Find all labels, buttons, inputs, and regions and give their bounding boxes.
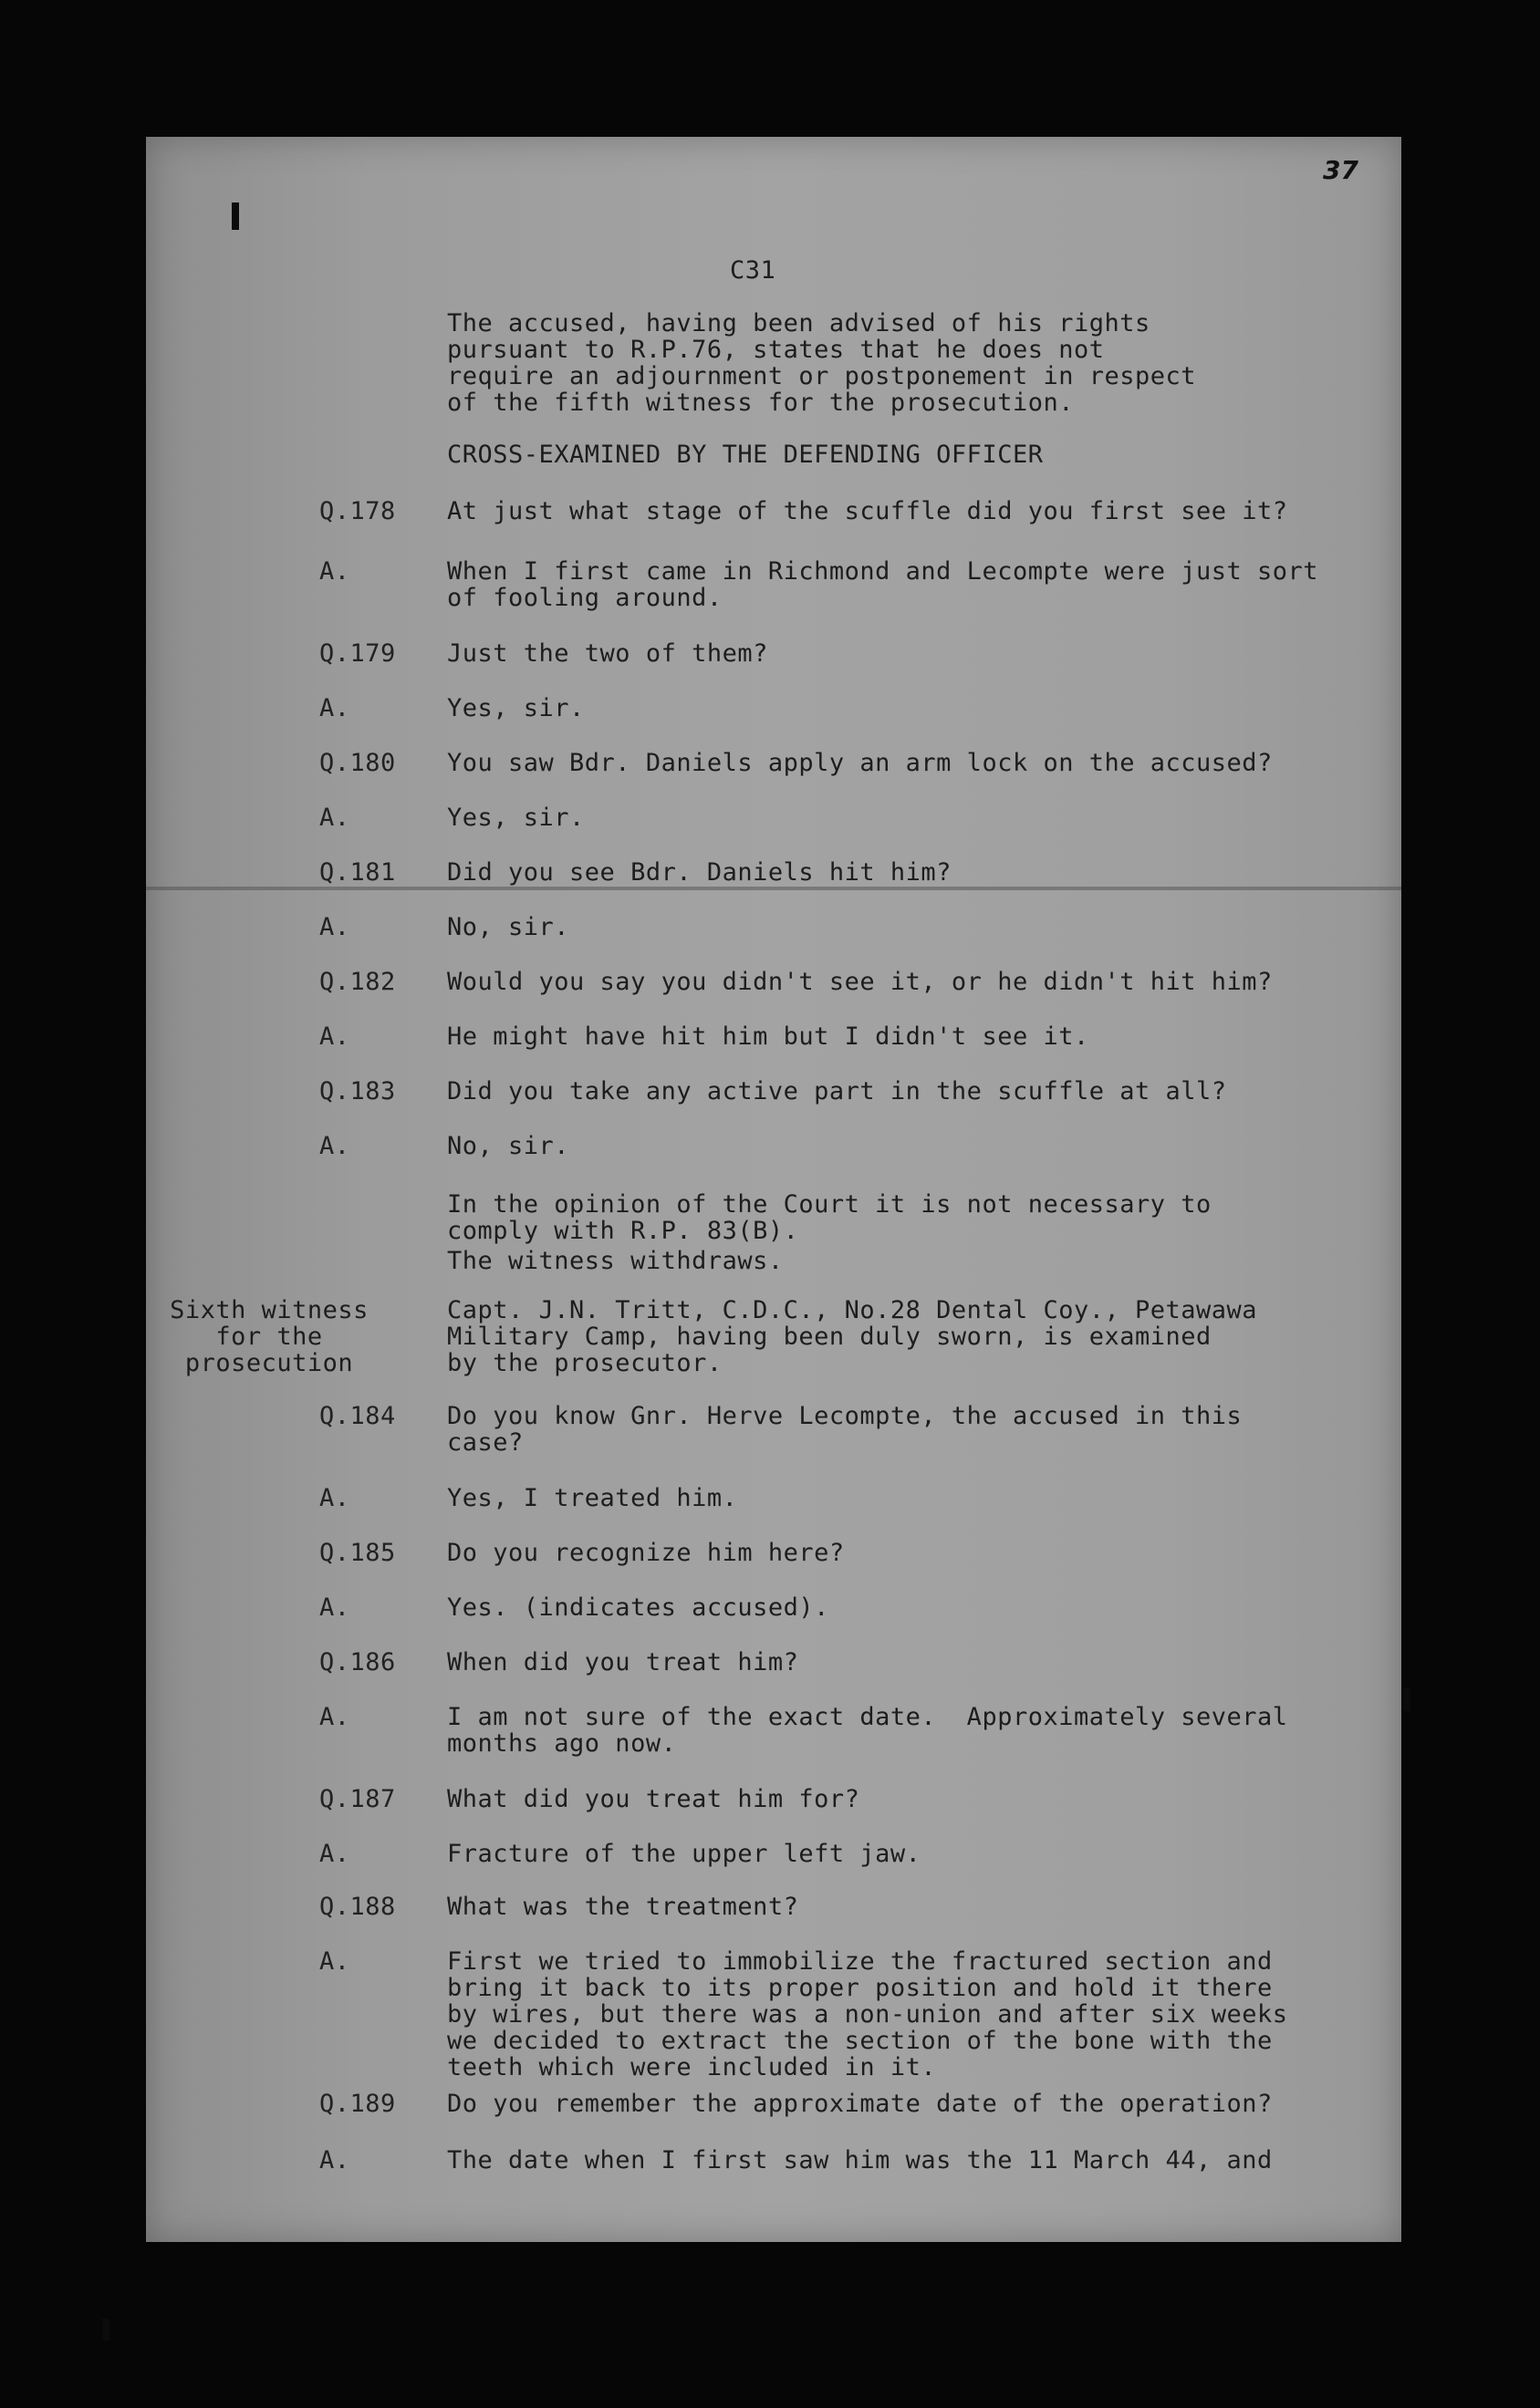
question-text: When did you treat him?: [447, 1648, 799, 1676]
question-text: Just the two of them?: [447, 639, 768, 668]
intro-line: require an adjournment or postponement in respect: [447, 362, 1197, 390]
question-text: What did you treat him for?: [447, 1785, 860, 1813]
folio-number: C31: [730, 256, 776, 285]
answer-label: A.: [319, 2146, 350, 2174]
answer-text: No, sir.: [447, 913, 570, 941]
question-label: Q.181: [319, 858, 396, 887]
question-label: Q.187: [319, 1785, 396, 1813]
question-text: At just what stage of the scuffle did you first see it?: [447, 497, 1288, 525]
question-label: Q.183: [319, 1077, 396, 1105]
question-label: Q.179: [319, 639, 396, 668]
cross-examination-heading: CROSS-EXAMINED BY THE DEFENDING OFFICER: [447, 441, 1044, 469]
question-label: Q.178: [319, 497, 396, 525]
document-page: [146, 137, 1401, 2242]
question-text: Did you take any active part in the scuffle at all?: [447, 1077, 1227, 1105]
answer-label: A.: [319, 1703, 350, 1731]
sixth-witness-line: Capt. J.N. Tritt, C.D.C., No.28 Dental Coy., Petawawa: [447, 1296, 1258, 1324]
answer-label: A.: [319, 1947, 350, 1976]
question-text: Do you recognize him here?: [447, 1539, 845, 1567]
answer-text: Yes, sir.: [447, 694, 585, 722]
question-label: Q.184: [319, 1402, 396, 1430]
answer-label: A.: [319, 804, 350, 832]
question-label: Q.180: [319, 749, 396, 777]
question-label: Q.188: [319, 1893, 396, 1921]
film-speck: [232, 202, 239, 230]
answer-label: A.: [319, 1593, 350, 1622]
answer-text: No, sir.: [447, 1132, 570, 1160]
margin-note-line: prosecution: [184, 1349, 354, 1377]
intro-line: of the fifth witness for the prosecution.: [447, 389, 1074, 417]
answer-label: A.: [319, 1022, 350, 1051]
intro-line: The accused, having been advised of his rights: [447, 309, 1150, 337]
sixth-witness-line: Military Camp, having been duly sworn, is examined: [447, 1323, 1212, 1351]
handwritten-page-number: 37: [1323, 155, 1358, 185]
answer-label: A.: [319, 694, 350, 722]
answer-text: He might have hit him but I didn't see it.: [447, 1022, 1089, 1051]
answer-label: A.: [319, 1484, 350, 1512]
sixth-witness-line: by the prosecutor.: [447, 1349, 723, 1377]
answer-text: First we tried to immobilize the fractured section and: [447, 1947, 1273, 1976]
witness-withdraws: The witness withdraws.: [447, 1247, 784, 1275]
margin-note-line: for the: [215, 1323, 323, 1351]
answer-text: I am not sure of the exact date. Approximately several: [447, 1703, 1288, 1731]
question-text: You saw Bdr. Daniels apply an arm lock on the accused?: [447, 749, 1273, 777]
question-text: Do you know Gnr. Herve Lecompte, the accused in this: [447, 1402, 1243, 1430]
question-label: Q.186: [319, 1648, 396, 1676]
page-fold-line: [146, 887, 1401, 890]
question-text: Did you see Bdr. Daniels hit him?: [447, 858, 952, 887]
answer-text: months ago now.: [447, 1729, 677, 1758]
film-speck: [102, 2319, 109, 2341]
answer-text: Yes. (indicates accused).: [447, 1593, 829, 1622]
answer-text: The date when I first saw him was the 11 March 44, and: [447, 2146, 1273, 2174]
answer-label: A.: [319, 557, 350, 586]
court-opinion-line: comply with R.P. 83(B).: [447, 1217, 799, 1245]
answer-text: teeth which were included in it.: [447, 2053, 937, 2081]
intro-line: pursuant to R.P.76, states that he does not: [447, 336, 1105, 364]
answer-text: bring it back to its proper position and hold it there: [447, 1974, 1273, 2002]
answer-text: Yes, sir.: [447, 804, 585, 832]
answer-text: we decided to extract the section of the bone with the: [447, 2027, 1273, 2055]
question-label: Q.182: [319, 968, 396, 996]
question-label: Q.189: [319, 2090, 396, 2118]
margin-note-line: Sixth witness: [170, 1296, 369, 1324]
answer-text: Yes, I treated him.: [447, 1484, 738, 1512]
question-label: Q.185: [319, 1539, 396, 1567]
answer-label: A.: [319, 1132, 350, 1160]
question-text: What was the treatment?: [447, 1893, 799, 1921]
film-speck: [1403, 1687, 1410, 1711]
answer-text: Fracture of the upper left jaw.: [447, 1840, 921, 1868]
answer-label: A.: [319, 1840, 350, 1868]
question-text: case?: [447, 1428, 524, 1457]
answer-text: by wires, but there was a non-union and after six weeks: [447, 2000, 1288, 2029]
court-opinion-line: In the opinion of the Court it is not necessary to: [447, 1190, 1212, 1219]
question-text: Do you remember the approximate date of the operation?: [447, 2090, 1273, 2118]
question-text: Would you say you didn't see it, or he didn't hit him?: [447, 968, 1273, 996]
answer-label: A.: [319, 913, 350, 941]
answer-text: of fooling around.: [447, 584, 723, 612]
answer-text: When I first came in Richmond and Lecompte were just sort: [447, 557, 1319, 586]
